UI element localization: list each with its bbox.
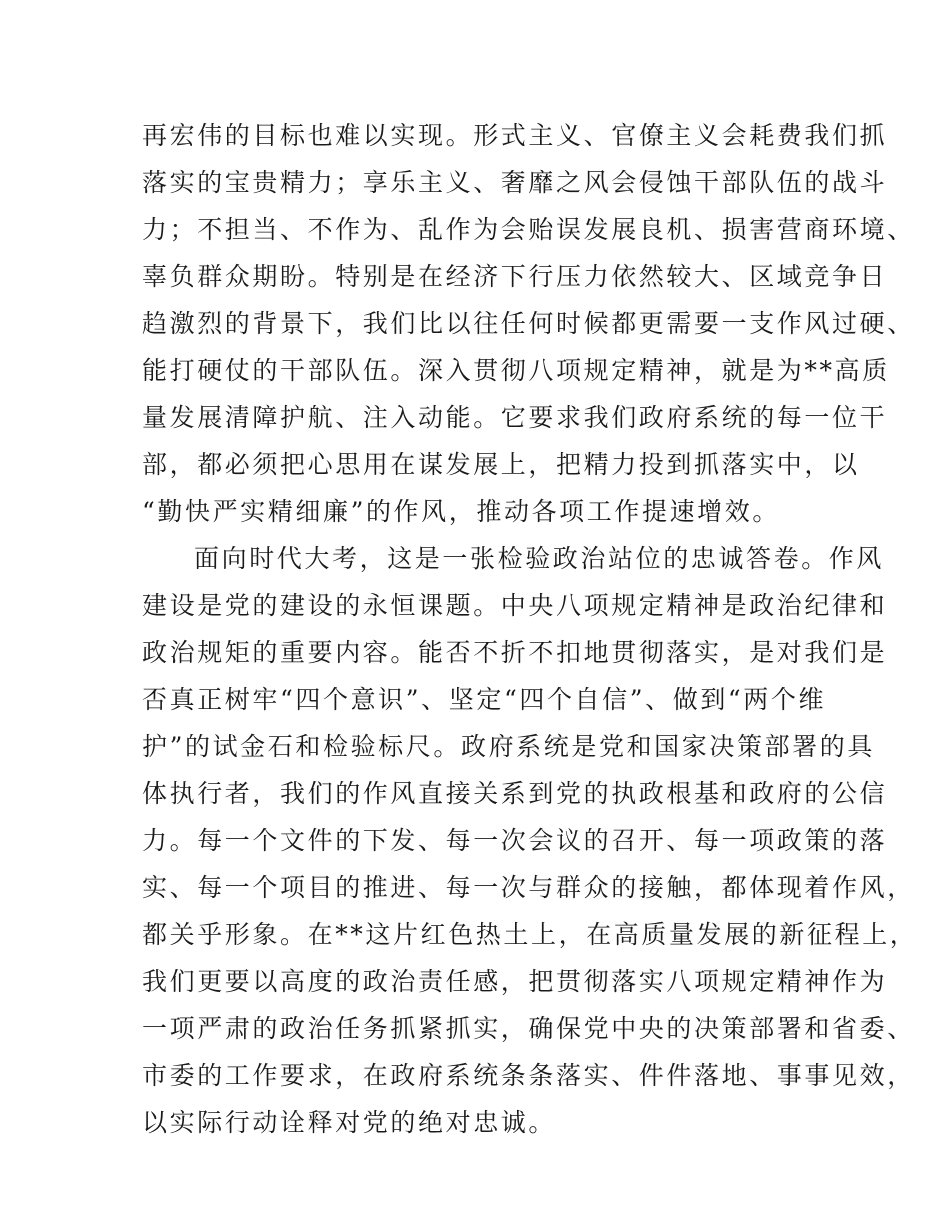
text-line: 我们更要以高度的政治责任感，把贯彻落实八项规定精神作为 <box>142 967 888 996</box>
text-line: 部，都必须把心思用在谋发展上，把精力投到抓落实中，以 <box>142 450 860 479</box>
text-line: 以实际行动诠释对党的绝对忠诚。 <box>142 1108 557 1137</box>
text-line: 实、每一个项目的推进、每一次与群众的接触，都体现着作风， <box>142 873 915 902</box>
text-line: 力；不担当、不作为、乱作为会贻误发展良机、损害营商环境、 <box>142 215 915 244</box>
text-line: 趋激烈的背景下，我们比以往任何时候都更需要一支作风过硬、 <box>142 309 915 338</box>
text-line: “勤快严实精细廉”的作风，推动各项工作提速增效。 <box>142 497 780 526</box>
text-line: 政治规矩的重要内容。能否不折不扣地贯彻落实，是对我们是 <box>142 638 888 667</box>
paragraph-1 <box>142 112 915 535</box>
text-line: 一项严肃的政治任务抓紧抓实，确保党中央的决策部署和省委、 <box>142 1014 915 1043</box>
text-line: 再宏伟的目标也难以实现。形式主义、官僚主义会耗费我们抓 <box>142 121 888 150</box>
text-line: 建设是党的建设的永恒课题。中央八项规定精神是政治纪律和 <box>142 591 888 620</box>
text-line: 量发展清障护航、注入动能。它要求我们政府系统的每一位干 <box>142 403 888 432</box>
document-body <box>142 112 918 1146</box>
text-line: 市委的工作要求，在政府系统条条落实、件件落地、事事见效， <box>142 1061 915 1090</box>
text-line: 落实的宝贵精力；享乐主义、奢靡之风会侵蚀干部队伍的战斗 <box>142 168 888 197</box>
paragraph-2 <box>142 535 918 1146</box>
text-line: 能打硬仗的干部队伍。深入贯彻八项规定精神，就是为**高质 <box>142 356 890 385</box>
text-line: 否真正树牢“四个意识”、坚定“四个自信”、做到“两个维 <box>142 685 827 714</box>
text-line: 力。每一个文件的下发、每一次会议的召开、每一项政策的落 <box>142 826 888 855</box>
text-line: 体执行者，我们的作风直接关系到党的执政根基和政府的公信 <box>142 779 888 808</box>
text-line: 辜负群众期盼。特别是在经济下行压力依然较大、区域竞争日 <box>142 262 888 291</box>
text-line: 面向时代大考，这是一张检验政治站位的忠诚答卷。作风 <box>194 544 885 573</box>
text-line: 护”的试金石和检验标尺。政府系统是党和国家决策部署的具 <box>142 732 875 761</box>
text-line: 都关乎形象。在**这片红色热土上，在高质量发展的新征程上， <box>142 920 918 949</box>
